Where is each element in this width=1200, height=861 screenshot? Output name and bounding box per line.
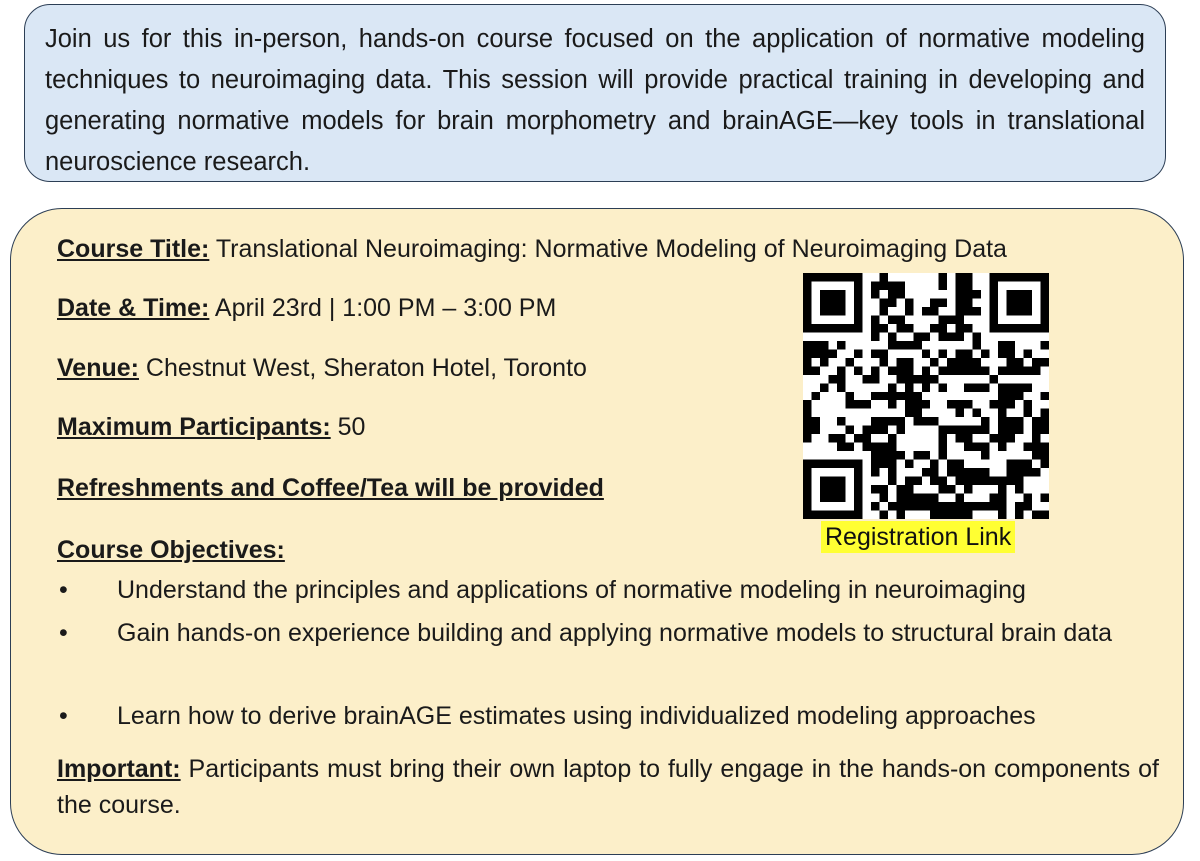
objective-item — [57, 612, 1159, 654]
objective-text: Gain hands-on experience building and applying normative models to structural brain data — [117, 619, 1113, 647]
bullet-icon: • — [59, 702, 68, 730]
venue-label: Venue: — [57, 354, 139, 382]
venue-value: Chestnut West, Sheraton Hotel, Toronto — [138, 354, 587, 382]
important-value: Participants must bring their own laptop to fully engage in the hands-on components of the course. — [57, 755, 1159, 819]
course-title-value: Translational Neuroimaging: Normative Modeling of Neuroimaging Data — [209, 235, 1007, 263]
max-participants-label: Maximum Participants: — [57, 413, 331, 441]
objective-text: Learn how to derive brainAGE estimates using individualized modeling approaches — [117, 702, 1036, 730]
max-participants-value: 50 — [330, 413, 366, 441]
max-participants-row — [57, 410, 365, 444]
objective-text: Understand the principles and applications of normative modeling in neuroimaging — [117, 576, 1026, 604]
intro-box — [24, 4, 1166, 182]
objective-item — [57, 695, 1159, 737]
important-note — [57, 751, 1159, 823]
registration-link[interactable]: Registration Link — [821, 521, 1015, 553]
objective-item — [57, 569, 1159, 611]
course-title-label: Course Title: — [57, 235, 210, 263]
objectives-heading-row — [57, 533, 285, 567]
date-time-value: April 23rd | 1:00 PM – 3:00 PM — [209, 294, 557, 322]
important-label: Important: — [57, 755, 181, 783]
objectives-label: Course Objectives: — [57, 536, 285, 564]
course-details-box — [10, 208, 1184, 855]
venue-row — [57, 351, 587, 385]
course-title-row — [57, 232, 1007, 266]
date-time-row — [57, 291, 556, 325]
qr-code-icon[interactable] — [803, 273, 1049, 519]
bullet-icon: • — [59, 619, 68, 647]
intro-text: Join us for this in-person, hands-on course focused on the application of normative modeling techniques to neuroimaging data. This session will provide practical training in developing and generating normative models for brain morphometry and brainAGE—key tools in translational neuroscience research. — [45, 25, 1145, 176]
refreshments-row — [57, 471, 604, 505]
refreshments-note: Refreshments and Coffee/Tea will be provided — [57, 474, 604, 502]
qr-code-graphic[interactable] — [803, 273, 1049, 519]
bullet-icon: • — [59, 576, 68, 604]
date-time-label: Date & Time: — [57, 294, 210, 322]
